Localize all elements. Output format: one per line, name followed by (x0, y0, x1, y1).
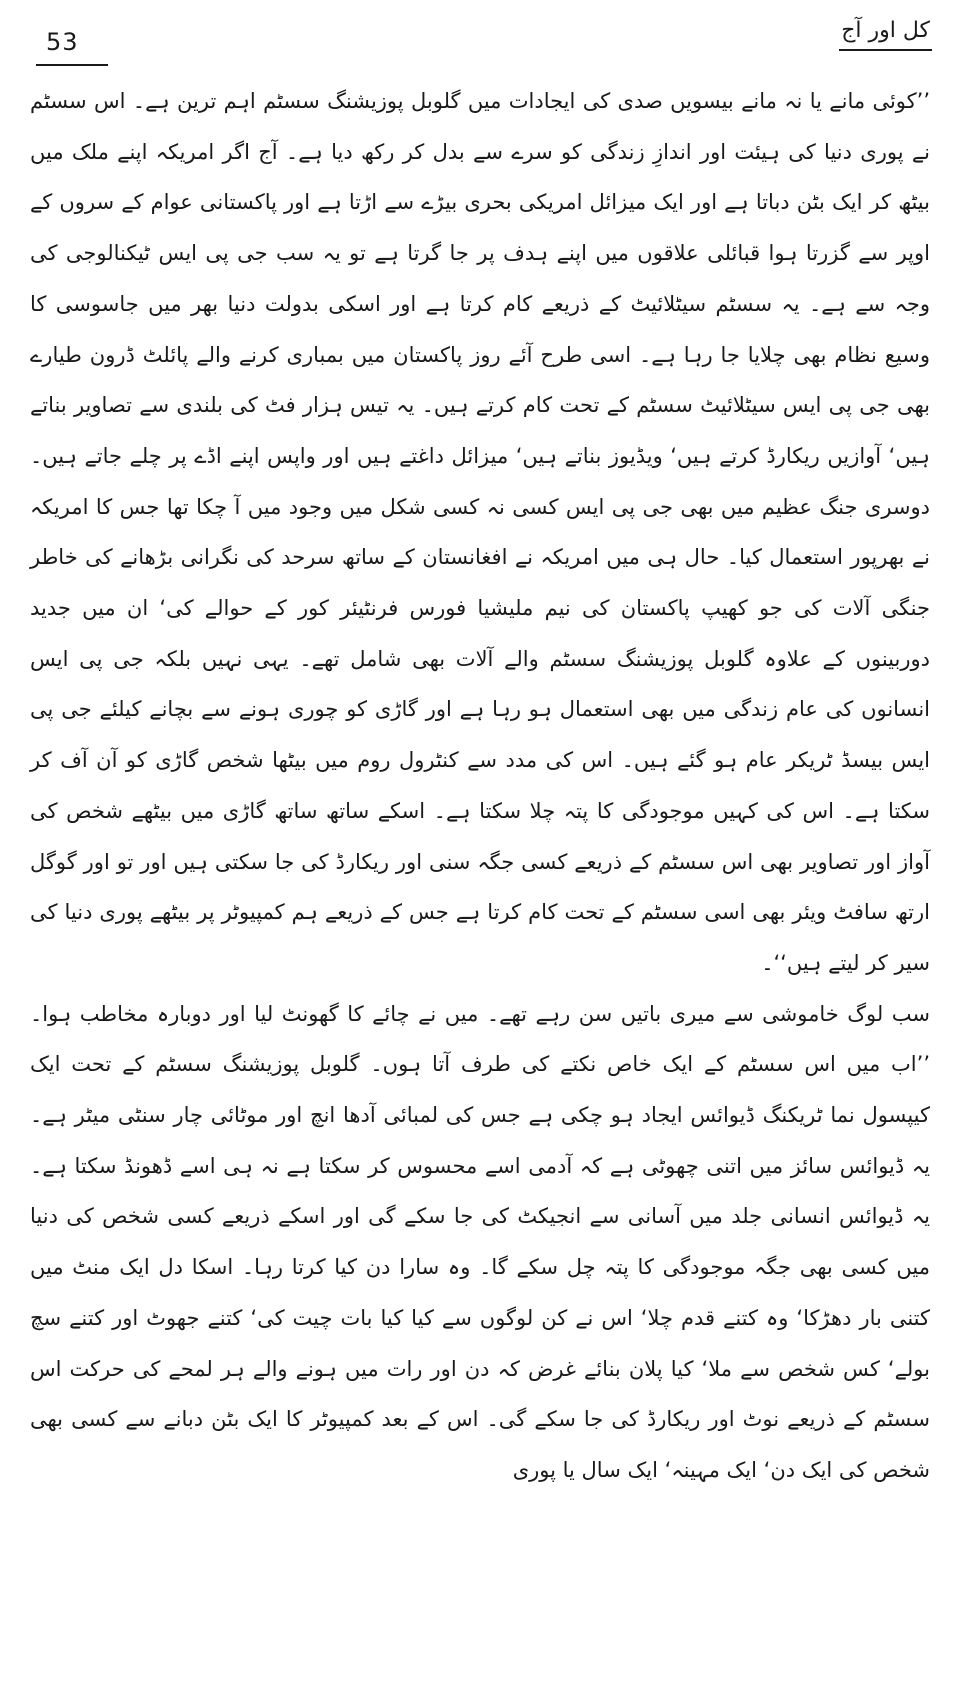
page-header (36, 18, 932, 66)
page-number: 53 (46, 28, 79, 56)
page-number-underline (36, 64, 108, 66)
body-text (30, 76, 930, 1496)
paragraph-1: ’’کوئی مانے یا نہ مانے بیسویں صدی کی ایجادات میں گلوبل پوزیشنگ سسٹم اہم ترین ہے۔ اس سسٹم نے پوری دنیا کی ہیئت اور اندازِ زندگی کو سرے سے بدل کر رکھ دیا ہے۔ آج اگر امریکہ اپنے ملک میں بیٹھ کر ایک بٹن دباتا ہے اور ایک میزائل امریکی بحری بیڑے سے اڑتا ہے اور پاکستانی عوام کے سروں کے اوپر سے گزرتا ہوا قبائلی علاقوں میں اپنے ہدف پر جا گرتا ہے تو یہ سب جی پی ایس ٹیکنالوجی کی وجہ سے ہے۔ یہ سسٹم سیٹلائیٹ کے ذریعے کام کرتا ہے اور اسکی بدولت دنیا بھر میں جاسوسی کا وسیع نظام بھی چلایا جا رہا ہے۔ اسی طرح آئے روز پاکستان میں بمباری کرنے والے پائلٹ ڈرون طیارے بھی جی پی ایس سیٹلائیٹ سسٹم کے تحت کام کرتے ہیں۔ یہ تیس ہزار فٹ کی بلندی سے تصاویر بناتے ہیں‘ آوازیں ریکارڈ کرتے ہیں‘ ویڈیوز بناتے ہیں‘ میزائل داغتے ہیں اور واپس اپنے اڈے پر چلے جاتے ہیں۔ دوسری جنگ عظیم میں بھی جی پی ایس کسی نہ کسی شکل میں وجود میں آ چکا تھا جس کا امریکہ نے بھرپور استعمال کیا۔ حال ہی میں امریکہ نے افغانستان کے ساتھ سرحد کی نگرانی بڑھانے کی خاطر جنگی آلات کی جو کھیپ پاکستان کی نیم ملیشیا فورس فرنٹیئر کور کے حوالے کی‘ ان میں جدید دوربینوں کے علاوہ گلوبل پوزیشنگ سسٹم والے آلات بھی شامل تھے۔ یہی نہیں بلکہ جی پی ایس انسانوں کی عام زندگی میں بھی استعمال ہو رہا ہے اور گاڑی کو چوری ہونے سے بچانے کیلئے جی پی ایس بیسڈ ٹریکر عام ہو گئے ہیں۔ اس کی مدد سے کنٹرول روم میں بیٹھا شخص گاڑی کو آن آف کر سکتا ہے۔ اس کی کہیں موجودگی کا پتہ چلا سکتا ہے۔ اسکے ساتھ ساتھ گاڑی میں بیٹھے شخص کی آواز اور تصاویر بھی اس سسٹم کے ذریعے کسی جگہ سنی اور ریکارڈ کی جا سکتی ہیں اور تو اور گوگل ارتھ سافٹ ویئر بھی اسی سسٹم کے تحت کام کرتا ہے جس کے ذریعے ہم کمپیوٹر پر بیٹھے پوری دنیا کی سیر کر لیتے ہیں‘‘۔ (30, 89, 930, 975)
paragraph-2: سب لوگ خاموشی سے میری باتیں سن رہے تھے۔ میں نے چائے کا گھونٹ لیا اور دوبارہ مخاطب ہوا۔ ’’اب میں اس سسٹم کے ایک خاص نکتے کی طرف آتا ہوں۔ گلوبل پوزیشنگ سسٹم کے تحت ایک کیپسول نما ٹریکنگ ڈیوائس ایجاد ہو چکی ہے جس کی لمبائی آدھا انچ اور موٹائی چار سنٹی میٹر ہے۔ یہ ڈیوائس سائز میں اتنی چھوٹی ہے کہ آدمی اسے محسوس کر سکتا ہے نہ ہی اسے ڈھونڈ سکتا ہے۔ یہ ڈیوائس انسانی جلد میں آسانی سے انجیکٹ کی جا سکے گی اور اسکے ذریعے کسی شخص کی دنیا میں کسی بھی جگہ موجودگی کا پتہ چل سکے گا۔ وہ سارا دن کیا کرتا رہا۔ اسکا دل ایک منٹ میں کتنی بار دھڑکا‘ وہ کتنے قدم چلا‘ اس نے کن لوگوں سے کیا کیا بات چیت کی‘ کتنے جھوٹ اور کتنے سچ بولے‘ کس شخص سے ملا‘ کیا پلان بنائے غرض کہ دن اور رات میں ہونے والے ہر لمحے کی حرکت اس سسٹم کے ذریعے نوٹ اور ریکارڈ کی جا سکے گی۔ اس کے بعد کمپیوٹر کا ایک بٹن دبانے سے کسی بھی شخص کی ایک دن‘ ایک مہینہ‘ ایک سال یا پوری (30, 1001, 930, 1482)
running-title: کل اور آج (839, 18, 932, 51)
